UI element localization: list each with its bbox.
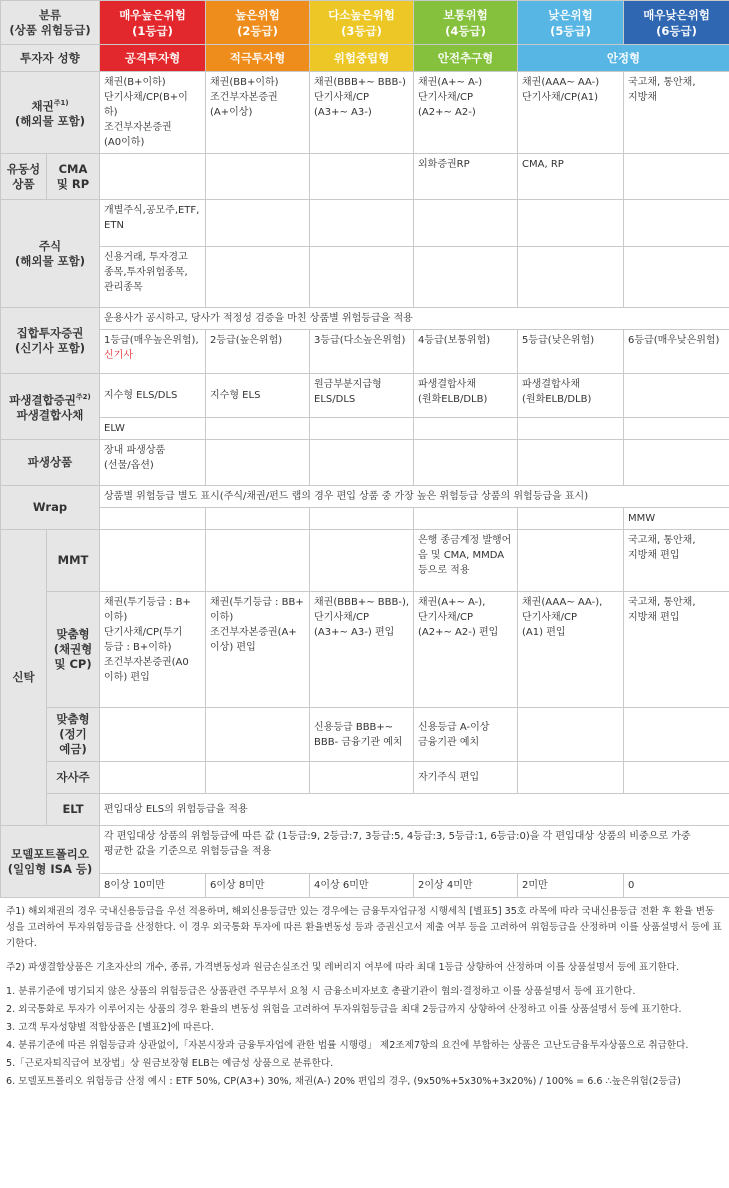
trust-mmt-grade-4: 은행 종금계정 발행어 음 및 CMA, MMDA 등으로 적용 [414, 530, 518, 592]
model-note: 각 편입대상 상품의 위험등급에 따른 값 (1등급:9, 2등급:7, 3등급:5, 4등급:3, 5등급:1, 6등급:0)을 각 편입대상 상품의 비중으로 가중 평균한 값을 기준으로 위험등급을 적용 [100, 826, 729, 874]
trust-label: 신탁 [1, 530, 47, 826]
investor-active: 적극투자형 [206, 45, 310, 72]
model-label: 모델포트폴리오 (일임형 ISA 등) [1, 826, 100, 898]
liquidity-grade-3 [310, 154, 414, 200]
grade-3-header: 다소높은위험 (3등급) [310, 1, 414, 45]
trust-custom-deposit-grade-3: 신용등급 BBB+~ BBB- 금융기관 예치 [310, 708, 414, 762]
trust-elt-label: ELT [47, 794, 100, 826]
liquidity-label: 유동성 상품 [1, 154, 47, 200]
fund-grade-6: 6등급(매우낮은위험) [624, 330, 729, 374]
liquidity-grade-5: CMA, RP [518, 154, 624, 200]
model-range-3: 4이상 6미만 [310, 874, 414, 898]
grade-6-header: 매우낮은위험 (6등급) [624, 1, 729, 45]
derivatives-grade-1: 장내 파생상품 (선물/옵션) [100, 440, 206, 486]
derivlinked-elw: ELW [100, 418, 206, 440]
liquidity-grade-2 [206, 154, 310, 200]
trust-custom-bond-grade-5: 채권(AAA~ AA-), 단기사채/CP (A1) 편입 [518, 592, 624, 708]
grade-4-header: 보통위험 (4등급) [414, 1, 518, 45]
trust-custom-bond-grade-6: 국고채, 통안채, 지방채 편입 [624, 592, 729, 708]
fund-grade-1: 1등급(매우높은위험), 신기사 [100, 330, 206, 374]
bond-label: 채권$^{주1)}$ (해외물 포함) [1, 72, 100, 154]
investor-aggressive: 공격투자형 [100, 45, 206, 72]
trust-mmt-grade-6: 국고채, 통안채, 지방채 편입 [624, 530, 729, 592]
note-item: 5.「근로자퇴직급여 보장법」상 원금보장형 ELB는 예금성 상품으로 분류한다. [6, 1058, 334, 1069]
note-item: 3. 고객 투자성향별 적합상품은 [별표2]에 따른다. [6, 1022, 214, 1033]
wrap-label: Wrap [1, 486, 100, 530]
stock-credit-grade-1: 신용거래, 투자경고 종목,투자위험종목, 관리종목 [100, 247, 206, 308]
trust-custom-deposit-label: 맞춤형 (정기 예금) [47, 708, 100, 762]
derivlinked-grade-1: 지수형 ELS/DLS [100, 374, 206, 418]
note-item: 4. 분류기준에 따른 위험등급과 상관없이,「자본시장과 금융투자업에 관한 법률 시행령」 제2조제7항의 요건에 부합하는 상품은 고난도금융투자상품으로 취급한다. [6, 1040, 689, 1051]
bond-grade-4: 채권(A+~ A-) 단기사채/CP (A2+~ A2-) [414, 72, 518, 154]
derivlinked-grade-4: 파생결합사채 (원화ELB/DLB) [414, 374, 518, 418]
footnotes [0, 898, 729, 1090]
stock-grade-1: 개별주식,공모주,ETF, ETN [100, 200, 206, 247]
liquidity-grade-1 [100, 154, 206, 200]
fund-grade-2: 2등급(높은위험) [206, 330, 310, 374]
stock-label: 주식 (해외물 포함) [1, 200, 100, 308]
liquidity-grade-6 [624, 154, 729, 200]
category-header: 분류 (상품 위험등급) [1, 1, 100, 45]
liquidity-grade-4: 외화증권RP [414, 154, 518, 200]
model-range-6: 0 [624, 874, 729, 898]
grade-1-header: 매우높은위험 (1등급) [100, 1, 206, 45]
bond-grade-3: 채권(BBB+~ BBB-) 단기사채/CP (A3+~ A3-) [310, 72, 414, 154]
model-range-4: 2이상 4미만 [414, 874, 518, 898]
trust-elt-note: 편입대상 ELS의 위험등급을 적용 [100, 794, 729, 826]
trust-custom-bond-grade-3: 채권(BBB+~ BBB-), 단기사채/CP (A3+~ A3-) 편입 [310, 592, 414, 708]
investor-neutral: 위험중립형 [310, 45, 414, 72]
derivatives-label: 파생상품 [1, 440, 100, 486]
derivlinked-grade-2: 지수형 ELS [206, 374, 310, 418]
trust-custom-deposit-grade-4: 신용등급 A-이상 금융기관 예치 [414, 708, 518, 762]
trust-custom-bond-grade-4: 채권(A+~ A-), 단기사채/CP (A2+~ A2-) 편입 [414, 592, 518, 708]
investor-type-label: 투자자 성향 [1, 45, 100, 72]
trust-treasury-grade-4: 자기주식 편입 [414, 762, 518, 794]
trust-custom-bond-label: 맞춤형 (채권형 및 CP) [47, 592, 100, 708]
derivlinked-grade-5: 파생결합사채 (원화ELB/DLB) [518, 374, 624, 418]
footnote-1: 주1) 해외채권의 경우 국내신용등급을 우선 적용하며, 해외신용등급만 있는 경우에는 금융투자업규정 시행세칙 [별표5] 35호 라목에 따라 국내신용등급 전환 후 환율 변동성을 고려하여 투자위험등급을 산정한다. 이 경우 외국통화 투자에 따른 환율변동성 등과 증권신고서 제출 여부 등을 고려하여 위험등급을 산정하며 이를 상품설명서 등에 표기한다. [6, 906, 722, 949]
grade-2-header: 높은위험 (2등급) [206, 1, 310, 45]
bond-grade-2: 채권(BB+이하) 조건부자본증권 (A+이상) [206, 72, 310, 154]
fund-grade-5: 5등급(낮은위험) [518, 330, 624, 374]
fund-label: 집합투자증권 (신기사 포함) [1, 308, 100, 374]
model-range-5: 2미만 [518, 874, 624, 898]
fund-grade-3: 3등급(다소높은위험) [310, 330, 414, 374]
investor-safety: 안전추구형 [414, 45, 518, 72]
fund-grade-4: 4등급(보통위험) [414, 330, 518, 374]
investor-stable: 안정형 [518, 45, 729, 72]
trust-treasury-label: 자사주 [47, 762, 100, 794]
bond-grade-5: 채권(AAA~ AA-) 단기사채/CP(A1) [518, 72, 624, 154]
notes-list [6, 984, 723, 1090]
footnote-2: 주2) 파생결합상품은 기초자산의 개수, 종류, 가격변동성과 원금손실조건 및 레버리지 여부에 따라 최대 1등급 상향하여 산정하며 이를 상품설명서 등에 표기한다. [6, 962, 680, 973]
derivlinked-grade-3: 원금부분지급형 ELS/DLS [310, 374, 414, 418]
note-item: 2. 외국통화로 투자가 이루어지는 상품의 경우 환율의 변동성 위험을 고려하여 투자위험등급을 최대 2등급까지 상향하여 산정하고 이를 상품설명서 등에 표기한다. [6, 1004, 682, 1015]
trust-custom-bond-grade-1: 채권(투기등급 : B+ 이하) 단기사채/CP(투기 등급 : B+이하) 조건부자본증권(A0 이하) 편입 [100, 592, 206, 708]
wrap-grade-6: MMW [624, 508, 729, 530]
liquidity-sub-label: CMA 및 RP [47, 154, 100, 200]
note-item: 1. 분류기준에 명기되지 않은 상품의 위험등급은 상품관련 주무부서 요청 시 금융소비자보호 총괄기관이 협의·결정하고 이를 상품설명서 등에 표기한다. [6, 986, 636, 997]
grade-5-header: 낮은위험 (5등급) [518, 1, 624, 45]
bond-grade-1: 채권(B+이하) 단기사채/CP(B+이하) 조건부자본증권 (A0이하) [100, 72, 206, 154]
model-range-1: 8이상 10미만 [100, 874, 206, 898]
trust-custom-bond-grade-2: 채권(투기등급 : BB+ 이하) 조건부자본증권(A+ 이상) 편입 [206, 592, 310, 708]
note-item: 6. 모델포트폴리오 위험등급 산정 예시 : ETF 50%, CP(A3+) 30%, 채권(A-) 20% 편입의 경우, (9x50%+5x30%+3x20%) / 100% = 6.6 ∴높은위험(2등급) [6, 1076, 681, 1087]
bond-grade-6: 국고채, 통안채, 지방채 [624, 72, 729, 154]
model-range-2: 6이상 8미만 [206, 874, 310, 898]
fund-note: 운용사가 공시하고, 당사가 적정성 검증을 마친 상품별 위험등급을 적용 [100, 308, 729, 330]
wrap-note: 상품별 위험등급 별도 표시(주식/채권/펀드 랩의 경우 편입 상품 중 가장 높은 위험등급 상품의 위험등급을 표시) [100, 486, 729, 508]
trust-mmt-label: MMT [47, 530, 100, 592]
derivlinked-label: 파생결합증권$^{주2)}$ 파생결합사채 [1, 374, 100, 440]
